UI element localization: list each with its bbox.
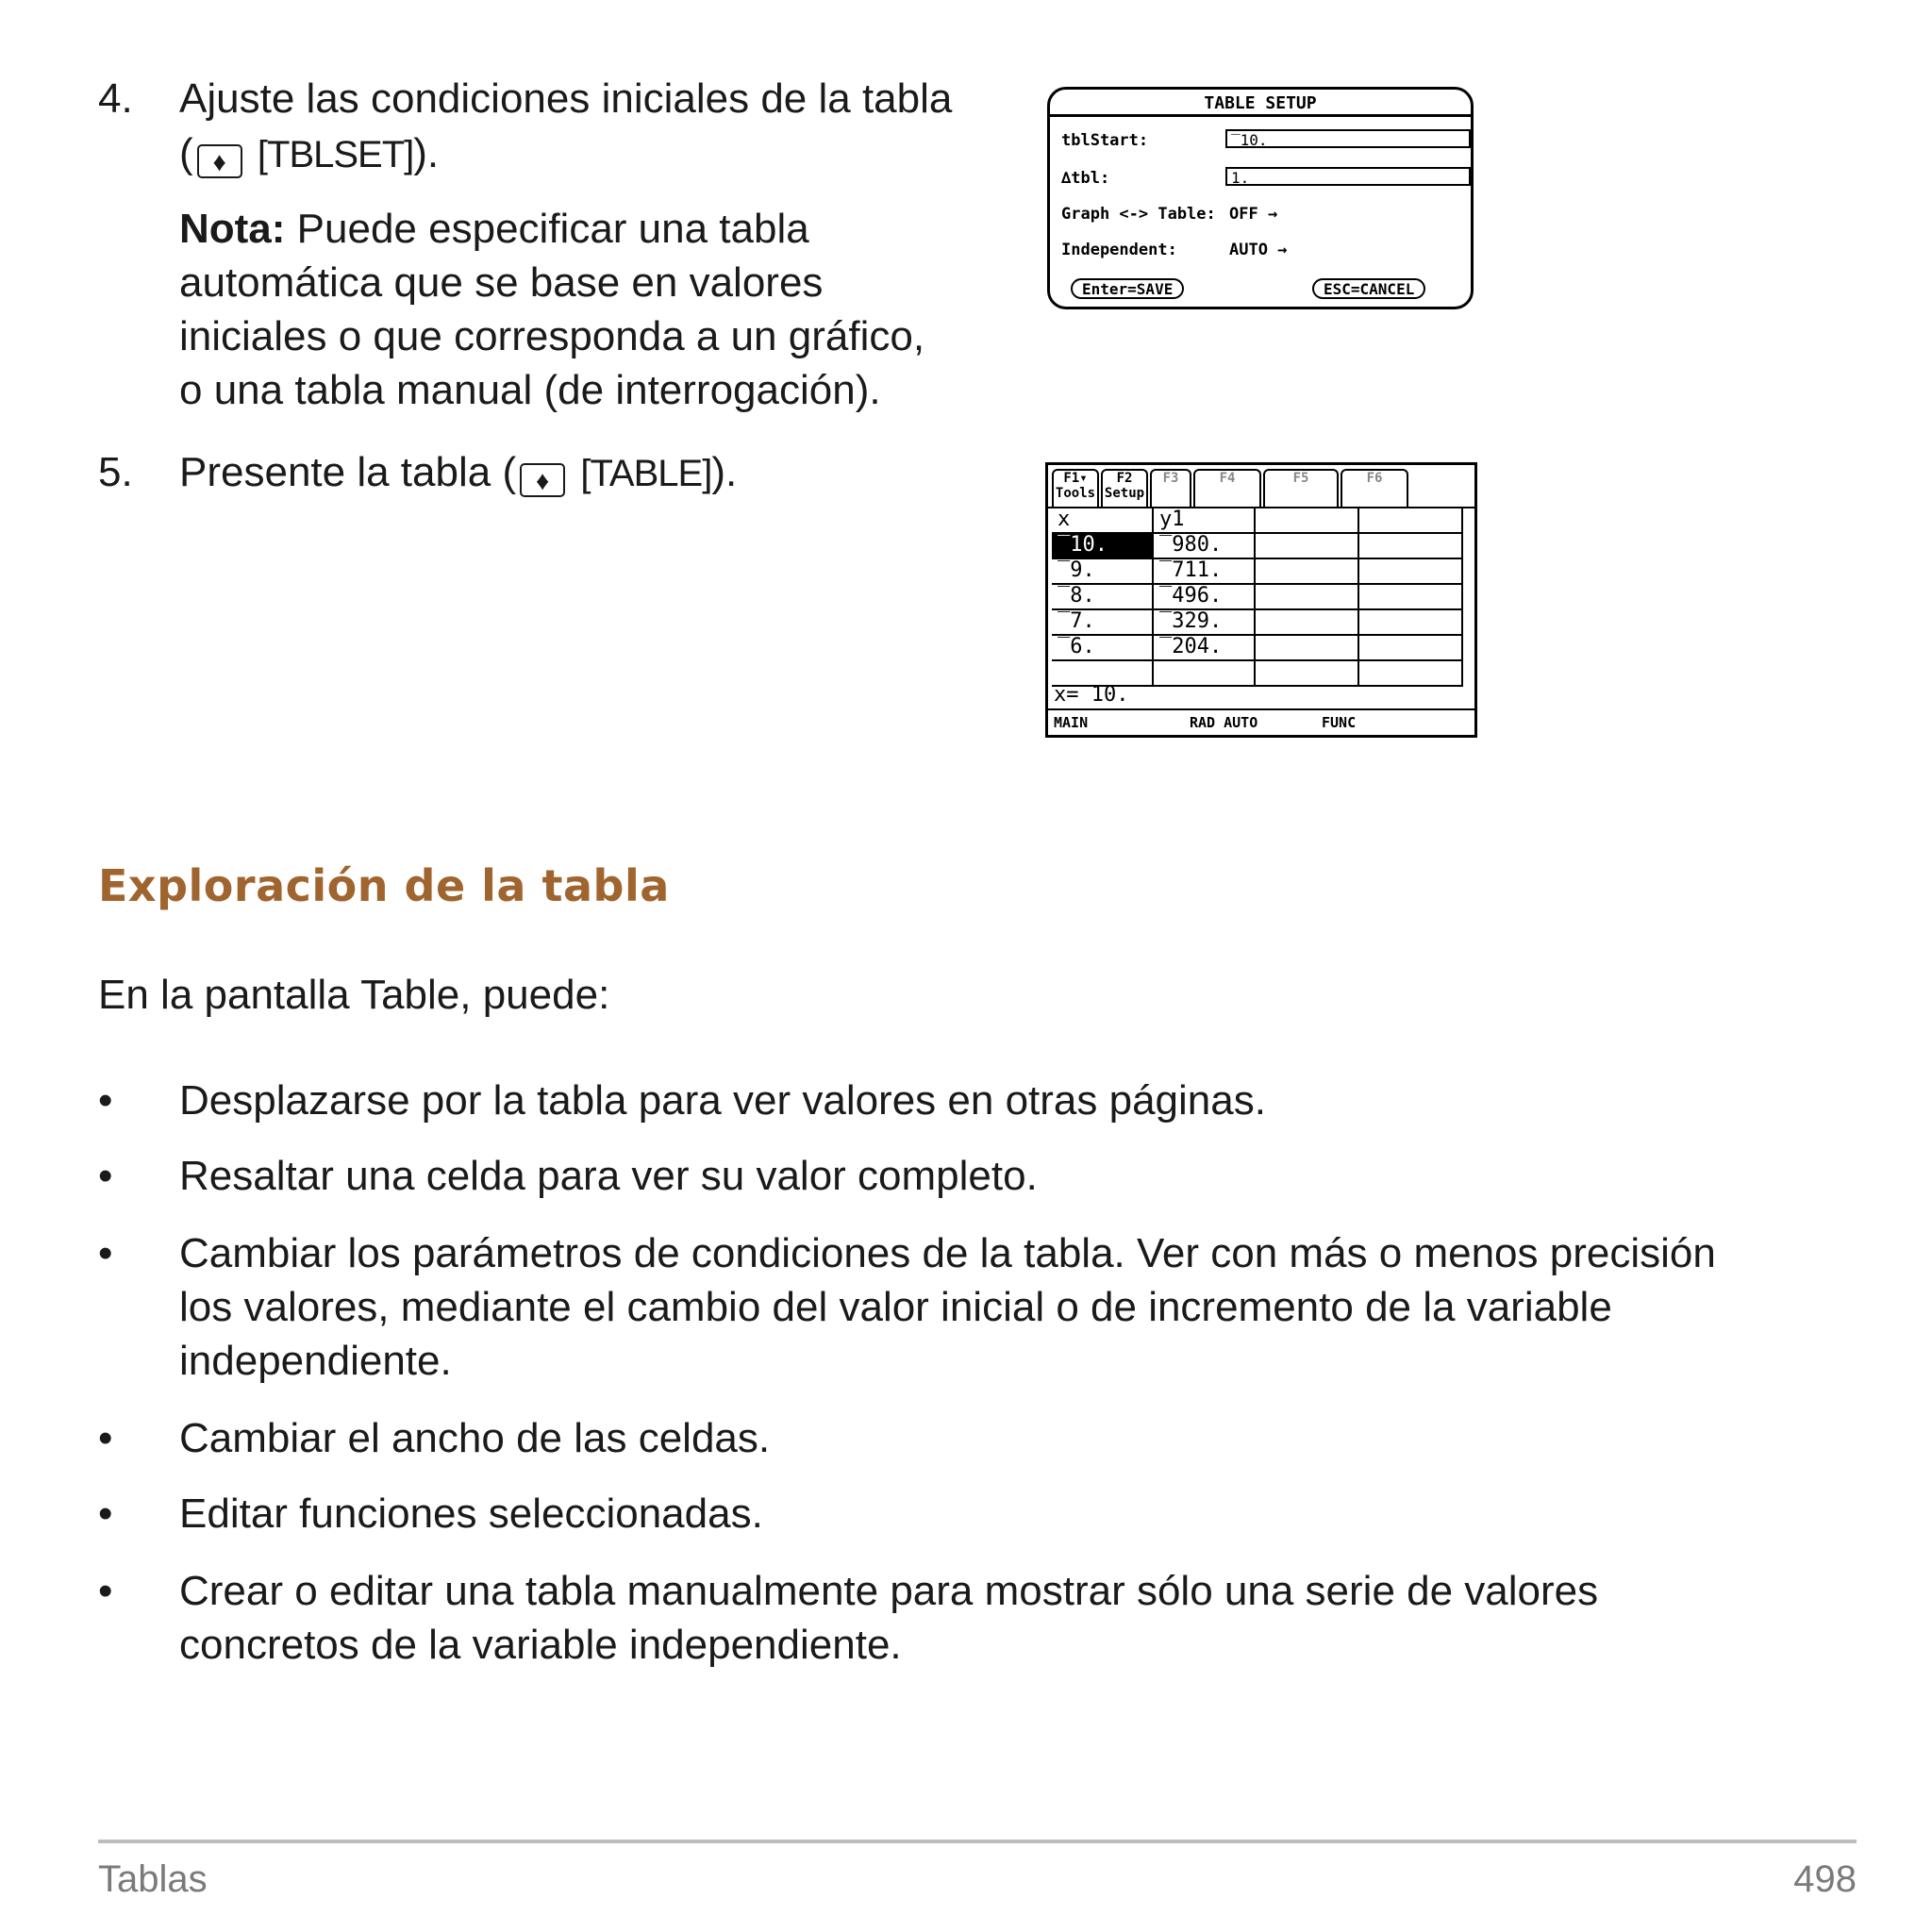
step-key-line: ( ♦ [TBLSET]). (179, 130, 440, 176)
table-header-cell: x (1052, 508, 1154, 534)
setup-label: tblStart: (1061, 131, 1149, 150)
status-angle: RAD AUTO (1190, 714, 1258, 731)
step-text: Ajuste las condiciones iniciales de la tabla (179, 75, 953, 122)
bullet-text: independiente. (179, 1338, 452, 1384)
table-cell: ‾10. (1052, 534, 1154, 559)
table-cell: ‾496. (1154, 585, 1256, 610)
diamond-key-icon: ♦ (520, 463, 565, 497)
step-text: Presente la tabla ( ♦ [TABLE]). (179, 449, 738, 495)
table-cell (1256, 610, 1359, 636)
table-cell (1359, 636, 1463, 661)
bullet-icon: • (98, 1491, 113, 1537)
footer-section: Tablas (98, 1858, 208, 1900)
key-name: [TABLE] (580, 453, 712, 494)
bullet-icon: • (98, 1230, 113, 1276)
page-number: 498 (1793, 1858, 1857, 1900)
status-graph-mode: FUNC (1322, 714, 1357, 731)
bullet-icon: • (98, 1077, 113, 1124)
bullet-text: Editar funciones seleccionadas. (179, 1491, 763, 1537)
table-cell (1154, 661, 1256, 687)
table-cell: ‾6. (1052, 636, 1154, 661)
note-line: o una tabla manual (de interrogación). (179, 367, 881, 413)
toolbar-tab-f1: F1▾ Tools (1052, 469, 1099, 507)
status-mode: MAIN (1054, 714, 1089, 731)
deltatbl-field: 1. (1225, 167, 1471, 186)
bullet-text: Cambiar los parámetros de condiciones de la tabla. Ver con más o menos precisión (179, 1230, 1716, 1276)
table-cell: ‾9. (1052, 559, 1154, 585)
toolbar-tab-f5: F5 (1263, 469, 1339, 507)
divider (1050, 114, 1471, 117)
table-cell: ‾7. (1052, 610, 1154, 636)
toolbar-tab-f4: F4 (1193, 469, 1261, 507)
tblstart-field: ‾10. (1225, 129, 1471, 148)
table-cell (1256, 585, 1359, 610)
divider (1048, 708, 1474, 710)
table-cell: ‾8. (1052, 585, 1154, 610)
entry-line: x=‾10. (1054, 683, 1129, 707)
bullet-text: concretos de la variable independiente. (179, 1622, 902, 1668)
section-intro: En la pantalla Table, puede: (98, 972, 610, 1018)
bullet-text: los valores, mediante el cambio del valor inicial o de incremento de la variable (179, 1284, 1612, 1330)
save-button: Enter=SAVE (1071, 278, 1184, 299)
table-setup-screen (1047, 87, 1474, 309)
table-cell: ‾980. (1154, 534, 1256, 559)
setup-label: Independent: (1061, 241, 1177, 259)
bullet-icon: • (98, 1415, 113, 1461)
bullet-text: Crear o editar una tabla manualmente para mostrar sólo una serie de valores (179, 1568, 1599, 1614)
bullet-icon: • (98, 1568, 113, 1614)
table-header-cell: y1 (1154, 508, 1256, 534)
note-line: automática que se base en valores (179, 259, 824, 306)
table-cell (1256, 661, 1359, 687)
table-header-cell (1359, 508, 1463, 534)
toolbar-tab-f2: F2 Setup (1101, 469, 1148, 507)
note-label: Nota: (179, 206, 286, 252)
table-setup-title: TABLE SETUP (1204, 93, 1317, 113)
bullet-text: Resaltar una celda para ver su valor completo. (179, 1153, 1038, 1199)
toolbar-tab-f6: F6 (1341, 469, 1408, 507)
independent-value: AUTO → (1229, 241, 1288, 259)
bullet-text: Cambiar el ancho de las celdas. (179, 1415, 771, 1461)
table-header-cell (1256, 508, 1359, 534)
table-cell (1359, 661, 1463, 687)
table-screen (1045, 462, 1477, 738)
table-cell (1359, 534, 1463, 559)
table-cell (1256, 559, 1359, 585)
table-cell (1359, 585, 1463, 610)
note-line: Nota: Puede especificar una tabla (179, 206, 809, 252)
key-name: [TBLSET] (257, 134, 414, 175)
step-close: ). (413, 130, 440, 176)
graph-table-value: OFF → (1229, 205, 1278, 224)
note-line: iniciales o que corresponda a un gráfico, (179, 313, 925, 359)
section-heading: Exploración de la tabla (98, 860, 670, 911)
table-cell: ‾711. (1154, 559, 1256, 585)
diamond-key-icon: ♦ (197, 144, 242, 178)
bullet-icon: • (98, 1153, 113, 1199)
setup-label: Graph <-> Table: (1061, 205, 1216, 224)
table-cell (1359, 559, 1463, 585)
toolbar-tab-f3: F3 (1150, 469, 1191, 507)
table-cell: ‾204. (1154, 636, 1256, 661)
step-number: 4. (98, 75, 133, 122)
bullet-text: Desplazarse por la tabla para ver valores en otras páginas. (179, 1077, 1266, 1124)
table-cell (1256, 636, 1359, 661)
table-cell (1359, 610, 1463, 636)
setup-label: ∆tbl: (1061, 169, 1110, 188)
table-cell: ‾329. (1154, 610, 1256, 636)
footer-rule (98, 1840, 1857, 1843)
step-number: 5. (98, 449, 133, 495)
cancel-button: ESC=CANCEL (1312, 278, 1425, 299)
table-cell (1256, 534, 1359, 559)
